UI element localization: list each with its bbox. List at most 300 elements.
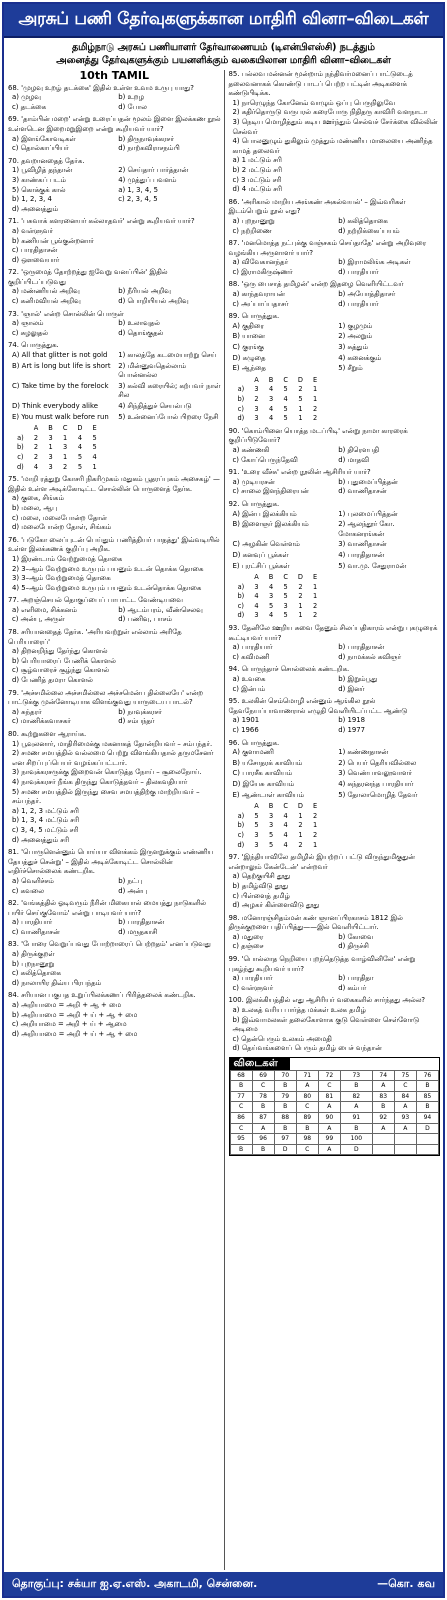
codes-cell: 2: [33, 443, 39, 452]
subtitle-line-1: தமிழ்நாடு அரசுப் பணியாளர் தேர்வாணையம் (டிஎன்பிஎஸ்சி) நடத்தும்: [72, 42, 375, 53]
option-item: d) ஔவையார்: [12, 255, 60, 264]
option-item: c) சுழலுதல்: [12, 328, 49, 337]
match-right-item: 5) உன்னைப்போல் பிறரை நேசி: [118, 412, 219, 421]
question-item: [8, 596, 221, 625]
match-left-item: C) அழகின் வெள்ளம்: [232, 540, 300, 549]
codes-row: [233, 573, 323, 583]
options-list: [229, 258, 441, 277]
codes-cell: 3: [254, 404, 259, 413]
question-text: 77. அறஞ்செயல் தொகுப்பைப் பாபாட்ட வேண்டியவை: [8, 596, 183, 605]
question-item: [8, 536, 221, 594]
question-item: [8, 217, 221, 265]
question-text: 74. பொருத்துக.: [8, 341, 59, 350]
codes-cell: B: [268, 375, 274, 384]
codes-cell: 5: [283, 414, 288, 423]
match-codes-table: [233, 802, 323, 850]
option-item: d) கம்பர்: [338, 983, 367, 992]
codes-cell: 4: [92, 452, 97, 461]
codes-row: [233, 611, 323, 621]
codes-cell: [233, 573, 250, 583]
codes-cell: 4: [33, 462, 39, 471]
codes-cell: 5: [283, 385, 288, 394]
option-item: d) போல: [118, 102, 147, 111]
codes-cell: 5: [298, 395, 303, 403]
codes-cell: B: [268, 573, 274, 582]
codes-cell: 5: [254, 821, 259, 830]
match-right-item: 2) மின்னுவதெல்லாம் பொன்னல்ல: [118, 361, 187, 380]
answer-key-cell: 83: [372, 1091, 394, 1102]
option-item: d) பொறியியல் அறிவு: [118, 297, 189, 306]
option-item: d) 1977: [338, 726, 366, 734]
option-item: a) ஞாலம்: [12, 319, 44, 328]
codes-cell: c): [237, 601, 244, 610]
codes-cell: 5: [268, 840, 274, 849]
answer-key-cell: 69: [252, 1070, 274, 1081]
codes-cell: 4: [268, 611, 274, 620]
codes-row: [233, 821, 323, 831]
answer-key-cell: D: [416, 1123, 438, 1134]
options-list: [229, 675, 441, 694]
answer-key-cell: [372, 1144, 394, 1155]
codes-cell: 2: [63, 462, 68, 471]
option-item: b) கோவை: [338, 932, 374, 941]
codes-cell: 1: [313, 840, 318, 849]
question-text: 79. 'அச்சமில்லை அச்சமில்லை அச்சமென்ப தில்லையே' என்ற பாட்டுக்கு முன்னோடியாக விளங்குவது யாருடைய பாடல்?: [8, 688, 203, 707]
answer-key-cell: [394, 1134, 416, 1145]
codes-cell: 1: [298, 601, 303, 610]
codes-row: [12, 434, 102, 444]
question-text: 94. பொருந்தாச் சொல்லைக் கண்டறிக.: [228, 665, 350, 674]
codes-cell: 1: [63, 433, 68, 442]
match-right-item: 1) காலத்தே கடமையாற்று செய்: [118, 351, 217, 360]
options-list: [8, 950, 221, 988]
section-title: 10th TAMIL: [79, 70, 149, 82]
options-list: [229, 290, 441, 309]
codes-cell: 1: [48, 443, 53, 452]
answer-key-cell: B: [340, 1081, 372, 1092]
option-item: d) 4 மட்டும் சரி: [232, 185, 283, 194]
match-left-item: A) குளாமணி: [232, 748, 274, 757]
codes-cell: 1: [298, 830, 303, 839]
answer-key-box: [229, 1057, 441, 1156]
question-text: 83. 'போரை வெறுப்பவது போற்றாரைப் பெற்றதம்' எனப்படுவது: [8, 940, 211, 949]
option-item: b) 2 மட்டும் சரி: [232, 165, 283, 174]
match-left-item: E) You must walk before run: [12, 412, 109, 421]
answer-key-cell: C: [394, 1081, 416, 1092]
option-item: d) பேணித் தமரா கொளல்: [12, 676, 93, 685]
option-item: d) அன்பு: [118, 886, 147, 895]
option-item: c) வள்ளுவர்: [232, 983, 274, 992]
options-list: [8, 93, 221, 112]
option-item: b) பெரியாரைப் பேணிக் கொளல்: [12, 656, 116, 665]
option-item: c) கவலை: [12, 886, 44, 895]
answer-key-cell: 84: [394, 1091, 416, 1102]
codes-cell: c): [237, 404, 244, 413]
answer-key-cell: C: [230, 1123, 252, 1134]
match-list: [8, 351, 221, 423]
option-item: 4) முத்துப் பவளம்: [118, 175, 177, 184]
match-left-item: C) பாரசீக காவியம்: [232, 769, 293, 778]
match-codes-table: [12, 424, 102, 472]
answer-key-cell: 68: [230, 1070, 252, 1081]
question-item: [229, 468, 441, 497]
option-item: d) தொங்குதல்: [118, 328, 164, 337]
options-list: [229, 99, 441, 195]
question-text: 70. தவறானதைத் தேர்க.: [8, 156, 85, 165]
codes-cell: 3: [48, 452, 53, 461]
options-list: [8, 606, 221, 625]
option-item: d) நாலாயிர திவ்ய பிரபந்தம்: [12, 978, 102, 987]
options-list: [8, 708, 221, 727]
match-left-item: D) இயேசு காவியம்: [232, 779, 295, 788]
answer-key-cell: A: [318, 1144, 340, 1155]
question-text: 80. கூற்றுகளை ஆராய்க.: [8, 730, 87, 738]
codes-row: [233, 385, 323, 395]
codes-cell: 3: [48, 462, 53, 471]
option-item: b) நீரியல் அறிவு: [118, 287, 171, 296]
codes-cell: 2: [298, 821, 303, 830]
question-item: [8, 848, 221, 896]
answer-key-cell: 99: [318, 1134, 340, 1145]
question-item: [229, 624, 441, 662]
answer-key-cell: [416, 1134, 438, 1145]
question-text: 93. தேனிலே ஊறிய சுவை தேனும் சிலப்பதிகாரம் என்று புகழுரைக் கூட்டியவர் யார்?: [228, 624, 438, 642]
answer-key-cell: 76: [416, 1070, 438, 1081]
answer-key-cell: B: [372, 1102, 394, 1113]
answer-key-cell: 100: [340, 1134, 372, 1145]
options-list: [8, 918, 221, 937]
answer-key-cell: [394, 1144, 416, 1155]
codes-cell: a): [17, 433, 24, 442]
options-list: [229, 716, 441, 735]
codes-cell: 4: [268, 414, 274, 423]
codes-row: [233, 802, 323, 812]
codes-cell: 4: [254, 601, 259, 610]
answer-key-cell: B: [340, 1123, 372, 1134]
option-item: a) உவகை: [232, 675, 266, 684]
option-item: c) வாணிதாசன்: [12, 927, 60, 936]
option-item: a) வள்ளுவர்: [12, 226, 53, 235]
match-right-item: 5) சீறும்: [338, 364, 363, 373]
option-item: c) தென்பெரும் உலகம் அமைதி: [232, 1034, 332, 1043]
question-text: 81. 'பொருளென்னும் பொய்யா விளக்கம் இருளறுக்கும் எண்ணிய தேயத்துச் சென்று' – இதில் அடிக்கோடிட்ட சொல்லின் எதிர்ச்சொல்லைக் கண்டறிக.: [8, 848, 214, 876]
option-item: a) உலகத் வரிய பார்த்த மக்கள் உலக தமிழ்: [232, 1006, 366, 1015]
match-left-item: B) Art is long but life is short: [12, 361, 111, 370]
option-item: d) அறியாமை = அறி + ய் + ஆ + மை: [12, 1029, 138, 1038]
option-item: d) மாதவி: [338, 455, 369, 464]
codes-cell: 1: [313, 582, 318, 591]
match-left-item: D) கழுதை: [232, 353, 266, 362]
question-item: [8, 899, 221, 937]
codes-cell: 1: [298, 404, 303, 413]
option-item: b) திருநாவுக்கரசர்: [118, 134, 174, 143]
codes-cell: 3: [63, 443, 68, 452]
codes-cell: [233, 802, 250, 812]
match-list: [229, 510, 441, 573]
option-item: c) நற்றிணை: [232, 226, 272, 235]
option-item: a) திறனறிந்து தேர்ந்து கொளல்: [12, 647, 108, 656]
option-item: a) பாரதியார்: [12, 918, 53, 927]
option-item: c) சூழ்வாரைச் சூழ்ந்து கொளல்: [12, 666, 110, 675]
options-list: [229, 933, 441, 952]
page-banner: அரசுப் பணி தேர்வுகளுக்கான மாதிரி வினா–விடைகள்: [4, 4, 443, 38]
codes-cell: 4: [283, 811, 288, 820]
question-text: 85. பல்லவ மன்னன் மூன்றாம் நந்திவர்மனைப் பாட்டுடைத் தலைவனாகக் கொண்டு பாடப் பெற்ற பட்டின் அடிகளைக் கண்டுபிடிக்க.: [228, 70, 413, 98]
answer-key-cell: 98: [296, 1134, 318, 1145]
codes-cell: 2: [313, 601, 318, 610]
codes-cell: A: [254, 802, 259, 811]
question-text: 73. 'ஞால்' என்ற சொல்லின் பொருள்: [8, 309, 124, 318]
answer-key-cell: A: [372, 1123, 394, 1134]
codes-cell: 1: [63, 452, 68, 461]
codes-cell: 4: [268, 582, 274, 591]
option-item: b) அயோத்திதாசர்: [338, 290, 396, 299]
codes-cell: B: [48, 424, 53, 433]
codes-cell: 4: [283, 830, 288, 839]
codes-cell: 1: [298, 611, 303, 620]
codes-cell: 5: [283, 404, 288, 413]
options-list: [229, 446, 441, 465]
answer-key-row: [230, 1070, 439, 1081]
answer-key-cell: 75: [394, 1070, 416, 1081]
codes-cell: 3: [48, 433, 53, 442]
option-item: c) தஞ்சை: [232, 942, 264, 951]
option-item: c) மலை, மலைபோன்ற தோள்: [12, 513, 107, 522]
codes-cell: E: [313, 375, 318, 384]
option-item: c) தடக்கை: [12, 102, 46, 111]
codes-row: [12, 463, 102, 473]
answer-key-cell: B: [416, 1102, 438, 1113]
option-item: d) பாரதியார்: [338, 267, 379, 276]
codes-cell: 3: [268, 592, 274, 601]
question-text: 68. 'முழவு உறழ் தடக்கை' இதில் உள்ள உவம உருபு யாது?: [8, 83, 194, 92]
codes-cell: 5: [283, 582, 288, 591]
option-item: b) பாரதிதா: [338, 974, 374, 983]
codes-cell: d): [237, 611, 245, 620]
answer-key-cell: 87: [252, 1112, 274, 1123]
option-item: 5) கொக்குக் கால்: [12, 185, 66, 194]
answer-key-cell: [372, 1134, 394, 1145]
subtitle-line-2: அனைத்து தேர்வுகளுக்கும் பயனளிக்கும் வகையிலான மாதிரி வினா–விடைகள்: [56, 55, 391, 66]
codes-cell: 2: [33, 433, 39, 442]
option-item: b) 1918: [338, 716, 366, 725]
codes-cell: 5: [268, 830, 274, 839]
answer-key-cell: B: [230, 1144, 252, 1155]
codes-cell: 1: [298, 414, 303, 423]
question-text: 71. 'பசுவாக் களரனையர் கல்லாதவர்' என்று கூறியவர் யார்?: [8, 217, 195, 226]
answer-key-cell: C: [296, 1102, 318, 1113]
option-item: a) திருக்குறள்: [12, 950, 55, 959]
answer-key-table: [230, 1070, 440, 1156]
question-item: [229, 853, 441, 911]
answer-key-cell: 73: [340, 1070, 372, 1081]
question-item: [8, 341, 221, 472]
codes-row: [233, 592, 323, 602]
match-right-item: 3) வாணிதாசன்: [338, 540, 387, 549]
option-item: 1) பூவுலனார், மாதிரிமைக்கு மகனாகத் தோன்றியவர் – சம்பந்தர்.: [12, 739, 213, 748]
codes-cell: A: [254, 375, 259, 384]
question-item: [229, 739, 441, 851]
question-item: [8, 157, 221, 215]
codes-cell: 4: [283, 395, 288, 403]
answer-key-cell: 92: [372, 1112, 394, 1123]
match-right-item: 3) சுத்தும்: [338, 343, 369, 352]
option-item: 2) செய்தார் பார்த்தான்: [118, 166, 189, 175]
option-item: c) 2, 3, 4, 5: [118, 195, 158, 204]
answer-key-cell: C: [230, 1102, 252, 1113]
match-left-item: E) ஆண்டாள் காவியம்: [232, 790, 305, 799]
option-item: d) அனைத்தும் சரி: [12, 835, 70, 844]
codes-cell: 1: [313, 395, 318, 403]
option-item: b) பாரதிதாசன்: [118, 918, 165, 927]
codes-row: [233, 583, 323, 593]
match-right-item: 3) கல்வி கரையில்; கற்பவர் நாள் சில: [118, 381, 221, 400]
answer-key-row: [230, 1112, 439, 1123]
codes-cell: 2: [298, 385, 303, 394]
question-item: [8, 940, 221, 988]
answer-key-cell: D: [340, 1144, 372, 1155]
match-left-item: C) Take time by the forelock: [12, 381, 109, 390]
option-item: b) இறும்பூது: [338, 675, 378, 684]
match-right-item: 2) ஆலந்தூர் கோ. மோகனரங்கன்: [338, 520, 395, 538]
codes-cell: 2: [254, 395, 259, 403]
codes-cell: 5: [254, 811, 259, 820]
question-item: [229, 312, 441, 424]
question-text: 84. சரியான பகுபத உறுப்பிலக்கணப் பிரித்தலைக் கண்டறிக.: [8, 991, 196, 1000]
options-list: [229, 974, 441, 993]
answer-key-cell: B: [230, 1081, 252, 1092]
question-text: 95. உலகின் செம்மொழி என்னும் ஆங்கில நூல் தேவநேயப்பாவாணரால் எழுதி வெளியிடப்பட்ட ஆண்டு: [228, 697, 408, 715]
option-item: 1) இரண்டாம் வேற்றுமைத் தொகை: [12, 554, 123, 563]
option-item: b) கணியன் பூங்குன்றனார்: [12, 236, 94, 245]
option-item: b) கலித்தொகை: [338, 216, 388, 225]
answer-key-cell: 81: [318, 1091, 340, 1102]
answer-key-cell: 82: [340, 1091, 372, 1102]
left-column: [4, 70, 224, 1570]
codes-cell: d): [237, 414, 245, 423]
answer-key-cell: B: [252, 1102, 274, 1113]
codes-cell: b): [237, 821, 245, 830]
option-item: d) நாற்கவிராசநம்பி: [118, 144, 180, 153]
answer-key-cell: A: [296, 1081, 318, 1092]
option-item: b) தமிழ்விடு தூது: [232, 881, 288, 890]
codes-cell: [233, 376, 250, 386]
page-footer: [4, 1572, 443, 1596]
option-item: 2) கதிர்தொருடு வருபரல் கரைபோரு நிதிதரு காவிரி வளநாடா: [232, 108, 428, 117]
question-text: 92. பொருத்துக.: [228, 499, 280, 508]
option-item: c) 3 மட்டும் சரி: [232, 175, 282, 184]
options-list: [229, 872, 441, 910]
question-text: 87. 'மனமொத்த நட்புக்கு வஞ்சகம் செய்தாதே' என்று அறிவுரை வழங்கிய அருளாளர் யார்?: [228, 239, 427, 257]
answer-key-cell: A: [372, 1081, 394, 1092]
option-item: 4) பொலனுழும் துகிலும் முத்தும் மண்ணிய மாலையை அணிந்த காமத் தலைவர்: [232, 137, 433, 155]
option-item: c) கவிமணி: [232, 652, 270, 661]
answer-key-cell: B: [274, 1102, 296, 1113]
codes-cell: b): [237, 592, 245, 601]
codes-cell: b): [17, 443, 24, 452]
answer-key-cell: 91: [340, 1112, 372, 1123]
option-item: 1) நாரெழுந்த கோனேவ் வாழும் ஒப்பு பெருநிலுவே: [232, 98, 396, 107]
footer-author: —கொ. கவ: [377, 1576, 435, 1590]
codes-cell: d): [17, 462, 24, 471]
codes-cell: 3: [268, 821, 274, 830]
options-list: [8, 494, 221, 532]
codes-row: [12, 453, 102, 463]
option-item: a) 1, 3, 4, 5: [118, 185, 159, 194]
options-list: [8, 877, 221, 896]
codes-cell: B: [268, 802, 274, 811]
option-item: 3) நாவுக்கரசருக்கு இறைவன் கொடுத்த நோய் – சூலைநோய்.: [12, 768, 202, 777]
codes-cell: D: [297, 375, 303, 384]
match-right-item: 4) சிந்தித்துச் செயல்படு: [118, 402, 192, 410]
codes-cell: 3: [254, 840, 259, 849]
codes-cell: C: [283, 375, 288, 384]
match-left-item: E) புரட்சிப் பூக்கள்: [232, 561, 290, 570]
option-item: a) பாரதியார்: [232, 974, 273, 983]
option-item: a) அறியாமை = அறி + ஆ + மை: [12, 1001, 122, 1010]
answer-key-cell: B: [274, 1081, 296, 1092]
answer-key-cell: 94: [416, 1112, 438, 1123]
option-item: a) கண்ணகி: [232, 445, 270, 454]
codes-cell: 5: [77, 462, 83, 471]
options-list: [8, 1001, 221, 1039]
match-right-item: 2) பெயர் தெரியவில்லை: [338, 758, 417, 767]
options-list: [229, 643, 441, 662]
codes-cell: a): [237, 385, 245, 394]
answer-key-cell: A: [394, 1102, 416, 1113]
codes-cell: 1: [298, 811, 303, 820]
options-list: [8, 287, 221, 306]
question-text: 86. 'அரிகால் மாறிய அங்கண் அகல்வயல்' – இவ்வரிகள் இடம்பெறும் நூல் எது?: [228, 197, 406, 216]
match-left-item: D) Think everybody alike: [12, 402, 98, 410]
codes-cell: 5: [92, 443, 97, 452]
codes-cell: [12, 424, 29, 434]
answer-key-row: [230, 1144, 439, 1155]
codes-cell: 3: [254, 830, 259, 839]
answer-key-cell: C: [252, 1081, 274, 1092]
option-item: a) 1 மட்டும் சரி: [232, 156, 282, 165]
match-right-item: 1) கண்ணதாசன்: [338, 748, 389, 757]
option-item: c) இராமகிருஷ்ணர்: [232, 267, 293, 276]
match-left-item: C) குரங்கு: [232, 343, 264, 352]
question-text: 90. 'கொம்பினை யொத்த மடப்பிடி' என்று நாமா காரரைக் குறிப்பிடுவோர்?: [228, 426, 408, 445]
codes-cell: 2: [313, 611, 318, 620]
option-item: d) அனைத்தும்: [12, 204, 59, 213]
match-right-item: 4) சுந்தரனந்த பாரதியார்: [338, 779, 414, 788]
codes-cell: 3: [254, 414, 259, 423]
option-item: c) தொல்காப்பியர்: [12, 144, 69, 153]
codes-cell: 5: [77, 452, 83, 461]
question-text: 89. பொருத்துக.: [228, 312, 280, 321]
codes-cell: 4: [77, 443, 83, 452]
option-item: b) நட்பு: [118, 876, 143, 885]
option-item: d) பணிவு, பாசம்: [118, 615, 172, 624]
option-item: c) அப்பாப்பதாசர்: [232, 299, 289, 308]
options-list: [8, 227, 221, 265]
question-text: 69. 'தாம்பின் மறை' என்று உரைப்பதன் மூலம் இளை இலக்கண நூல் உள்ளடென இறைமறுஇறை என்று கூறியவர் யார்?: [8, 115, 221, 133]
question-item: [8, 115, 221, 153]
option-item: 4) நாவுக்கரசர் நீங்க திருந்து கொடுத்தவர் – திலகவதியார்: [12, 777, 188, 786]
answer-key-cell: 72: [318, 1070, 340, 1081]
codes-row: [233, 831, 323, 841]
answer-key-cell: 74: [372, 1070, 394, 1081]
option-item: 1) பூவிழித் தந்தான்: [12, 166, 73, 175]
option-item: d) தெய்வங்களைப் பெரும் தமிழ் பைச் வந்தான்: [232, 1044, 382, 1053]
answer-key-row: [230, 1123, 439, 1134]
codes-cell: 2: [313, 811, 318, 820]
option-item: d) இனர்: [338, 684, 365, 693]
option-item: b) உறழ: [118, 93, 144, 102]
